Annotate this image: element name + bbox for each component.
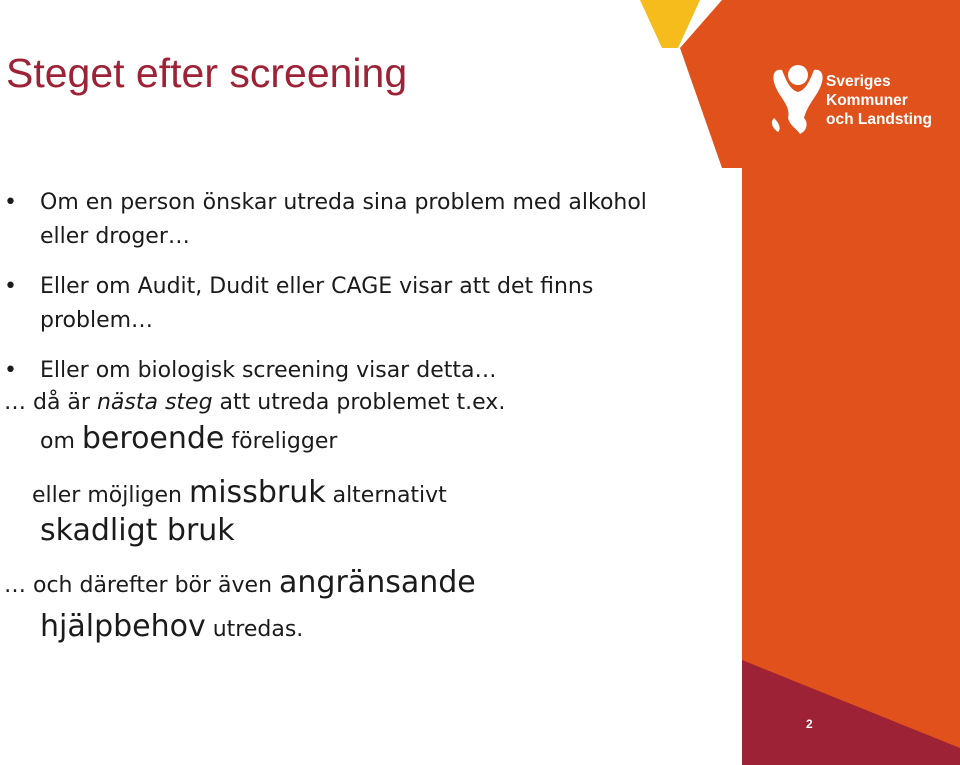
slide-title: Steget efter screening xyxy=(6,50,408,96)
misuse-line xyxy=(32,475,447,510)
para3-l1-a: … och därefter bör även xyxy=(4,573,280,598)
para2-l1-a: eller möjligen xyxy=(32,483,189,508)
para2-l1-b: alternativt xyxy=(325,483,447,508)
para1-l2-b: föreligger xyxy=(224,429,338,454)
para1-l2-a: om xyxy=(40,429,82,454)
related-needs-line xyxy=(4,565,476,600)
bullet-item xyxy=(0,354,660,388)
para1-l2-big: beroende xyxy=(81,421,225,456)
logo-line-3: och Landsting xyxy=(826,111,932,128)
dependence-line xyxy=(40,421,338,456)
logo-wordmark xyxy=(826,72,932,129)
bullet-dot-icon: • xyxy=(4,358,17,383)
para3-l2-big: hjälpbehov xyxy=(40,609,206,644)
para2-l1-big: missbruk xyxy=(189,475,326,510)
bullet-text: Eller om biologisk screening visar detta… xyxy=(40,358,497,383)
bullet-item xyxy=(0,186,660,254)
para1-emphasis: nästa steg xyxy=(96,390,213,415)
bullet-item xyxy=(0,270,660,338)
bullet-dot-icon: • xyxy=(4,190,17,215)
para2-l2-big: skadligt bruk xyxy=(40,513,235,548)
assessment-line xyxy=(40,609,304,644)
harmful-use-line xyxy=(40,513,235,548)
para1-suffix: att utreda problemet t.ex. xyxy=(212,390,506,415)
bullet-text: Eller om Audit, Dudit eller CAGE visar att det finns problem… xyxy=(40,274,594,333)
logo-line-1: Sveriges xyxy=(826,73,891,90)
bullet-text: Om en person önskar utreda sina problem med alkohol eller droger… xyxy=(40,190,647,249)
logo-line-2: Kommuner xyxy=(826,92,908,109)
page-number: 2 xyxy=(806,717,813,731)
next-step-line xyxy=(4,392,505,414)
para3-l2-b: utredas. xyxy=(205,617,304,642)
para1-prefix: … då är xyxy=(4,390,97,415)
bullet-dot-icon: • xyxy=(4,274,17,299)
para3-l1-big: angränsande xyxy=(279,565,476,600)
bullet-list xyxy=(0,186,660,404)
